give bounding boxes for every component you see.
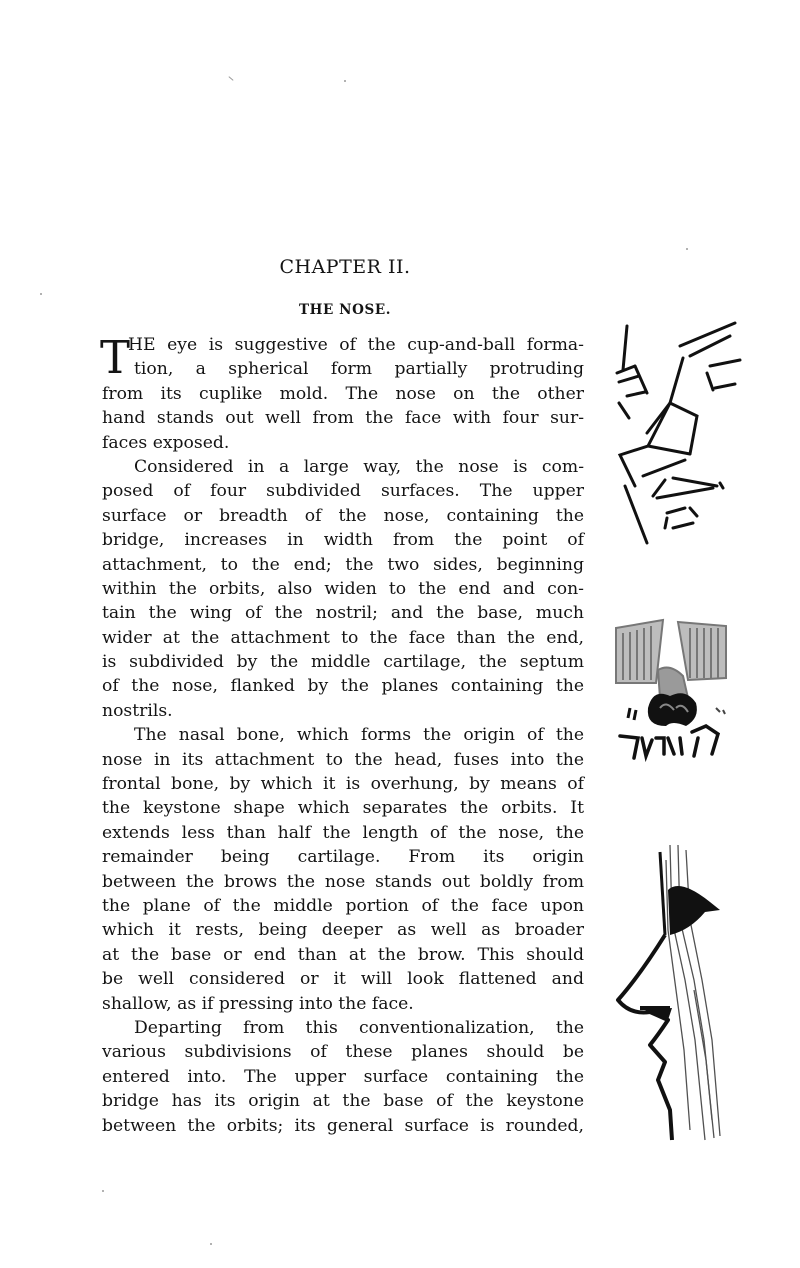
scan-speck — [102, 1190, 104, 1192]
text-line: of the nose, flanked by the planes containing the — [102, 676, 584, 697]
text-line: faces exposed. — [102, 432, 230, 453]
paragraph — [102, 1016, 584, 1138]
text-line: surface or breadth of the nose, containing the — [102, 505, 584, 526]
text-line: tain the wing of the nostril; and the base, much — [102, 603, 584, 624]
text-line: hand stands out well from the face with four sur- — [102, 408, 584, 429]
paragraph — [102, 455, 584, 723]
scan-speck — [686, 248, 688, 250]
text-line: bridge, increases in width from the point of — [102, 530, 584, 551]
text-line: shallow, as if pressing into the face. — [102, 993, 414, 1014]
text-line: which it rests, being deeper as well as broader — [102, 920, 584, 941]
text-line: tion, a spherical form partially protruding — [134, 359, 584, 380]
text-line: entered into. The upper surface containing the — [102, 1066, 584, 1087]
text-line: Departing from this conventionalization, the — [134, 1017, 584, 1038]
paragraph — [102, 333, 584, 455]
text-line: posed of four subdivided surfaces. The upper — [102, 481, 584, 502]
chapter-subtitle: THE NOSE. — [298, 302, 392, 318]
nose-planes-sketch — [605, 318, 745, 548]
text-line: at the base or end than at the brow. This should — [102, 944, 584, 965]
text-line: various subdivisions of these planes should be — [102, 1042, 584, 1063]
scan-speck — [344, 80, 346, 82]
text-line: bridge has its origin at the base of the keystone — [102, 1091, 584, 1112]
scan-speck — [40, 293, 42, 295]
scan-speck — [210, 1243, 212, 1245]
text-line: between the orbits; its general surface is rounded, — [102, 1115, 584, 1136]
paragraph — [102, 723, 584, 1016]
text-line: be well considered or it will look flattened and — [102, 969, 584, 990]
body-text — [102, 333, 584, 1138]
scan-speck — [228, 76, 233, 81]
text-line: from its cuplike mold. The nose on the other — [102, 383, 584, 404]
text-line: wider at the attachment to the face than the end, — [102, 627, 584, 648]
text-line: The nasal bone, which forms the origin of the — [134, 725, 584, 746]
text-line: attachment, to the end; the two sides, beginning — [102, 554, 584, 575]
text-line: the keystone shape which separates the orbits. It — [102, 798, 584, 819]
text-line: T HE eye is suggestive of the cup-and-ball forma- — [100, 331, 584, 384]
text-line: nose in its attachment to the head, fuses into the — [102, 749, 584, 770]
nose-base-sketch — [608, 608, 738, 778]
text-line: frontal bone, by which it is overhung, by means of — [102, 774, 584, 795]
text-line: between the brows the nose stands out boldly from — [102, 871, 584, 892]
chapter-heading: CHAPTER II. — [279, 256, 411, 278]
text-line: extends less than half the length of the nose, the — [102, 822, 584, 843]
text-line: the plane of the middle portion of the face upon — [102, 895, 584, 916]
text-line: within the orbits, also widen to the end and con- — [102, 578, 584, 599]
drop-cap: T — [100, 331, 131, 384]
text-line: is subdivided by the middle cartilage, the septum — [102, 652, 584, 673]
text-line: nostrils. — [102, 700, 173, 721]
text-line: remainder being cartilage. From its origin — [102, 847, 584, 868]
nose-profile-sketch — [610, 840, 750, 1145]
text-line: Considered in a large way, the nose is com- — [134, 456, 584, 477]
